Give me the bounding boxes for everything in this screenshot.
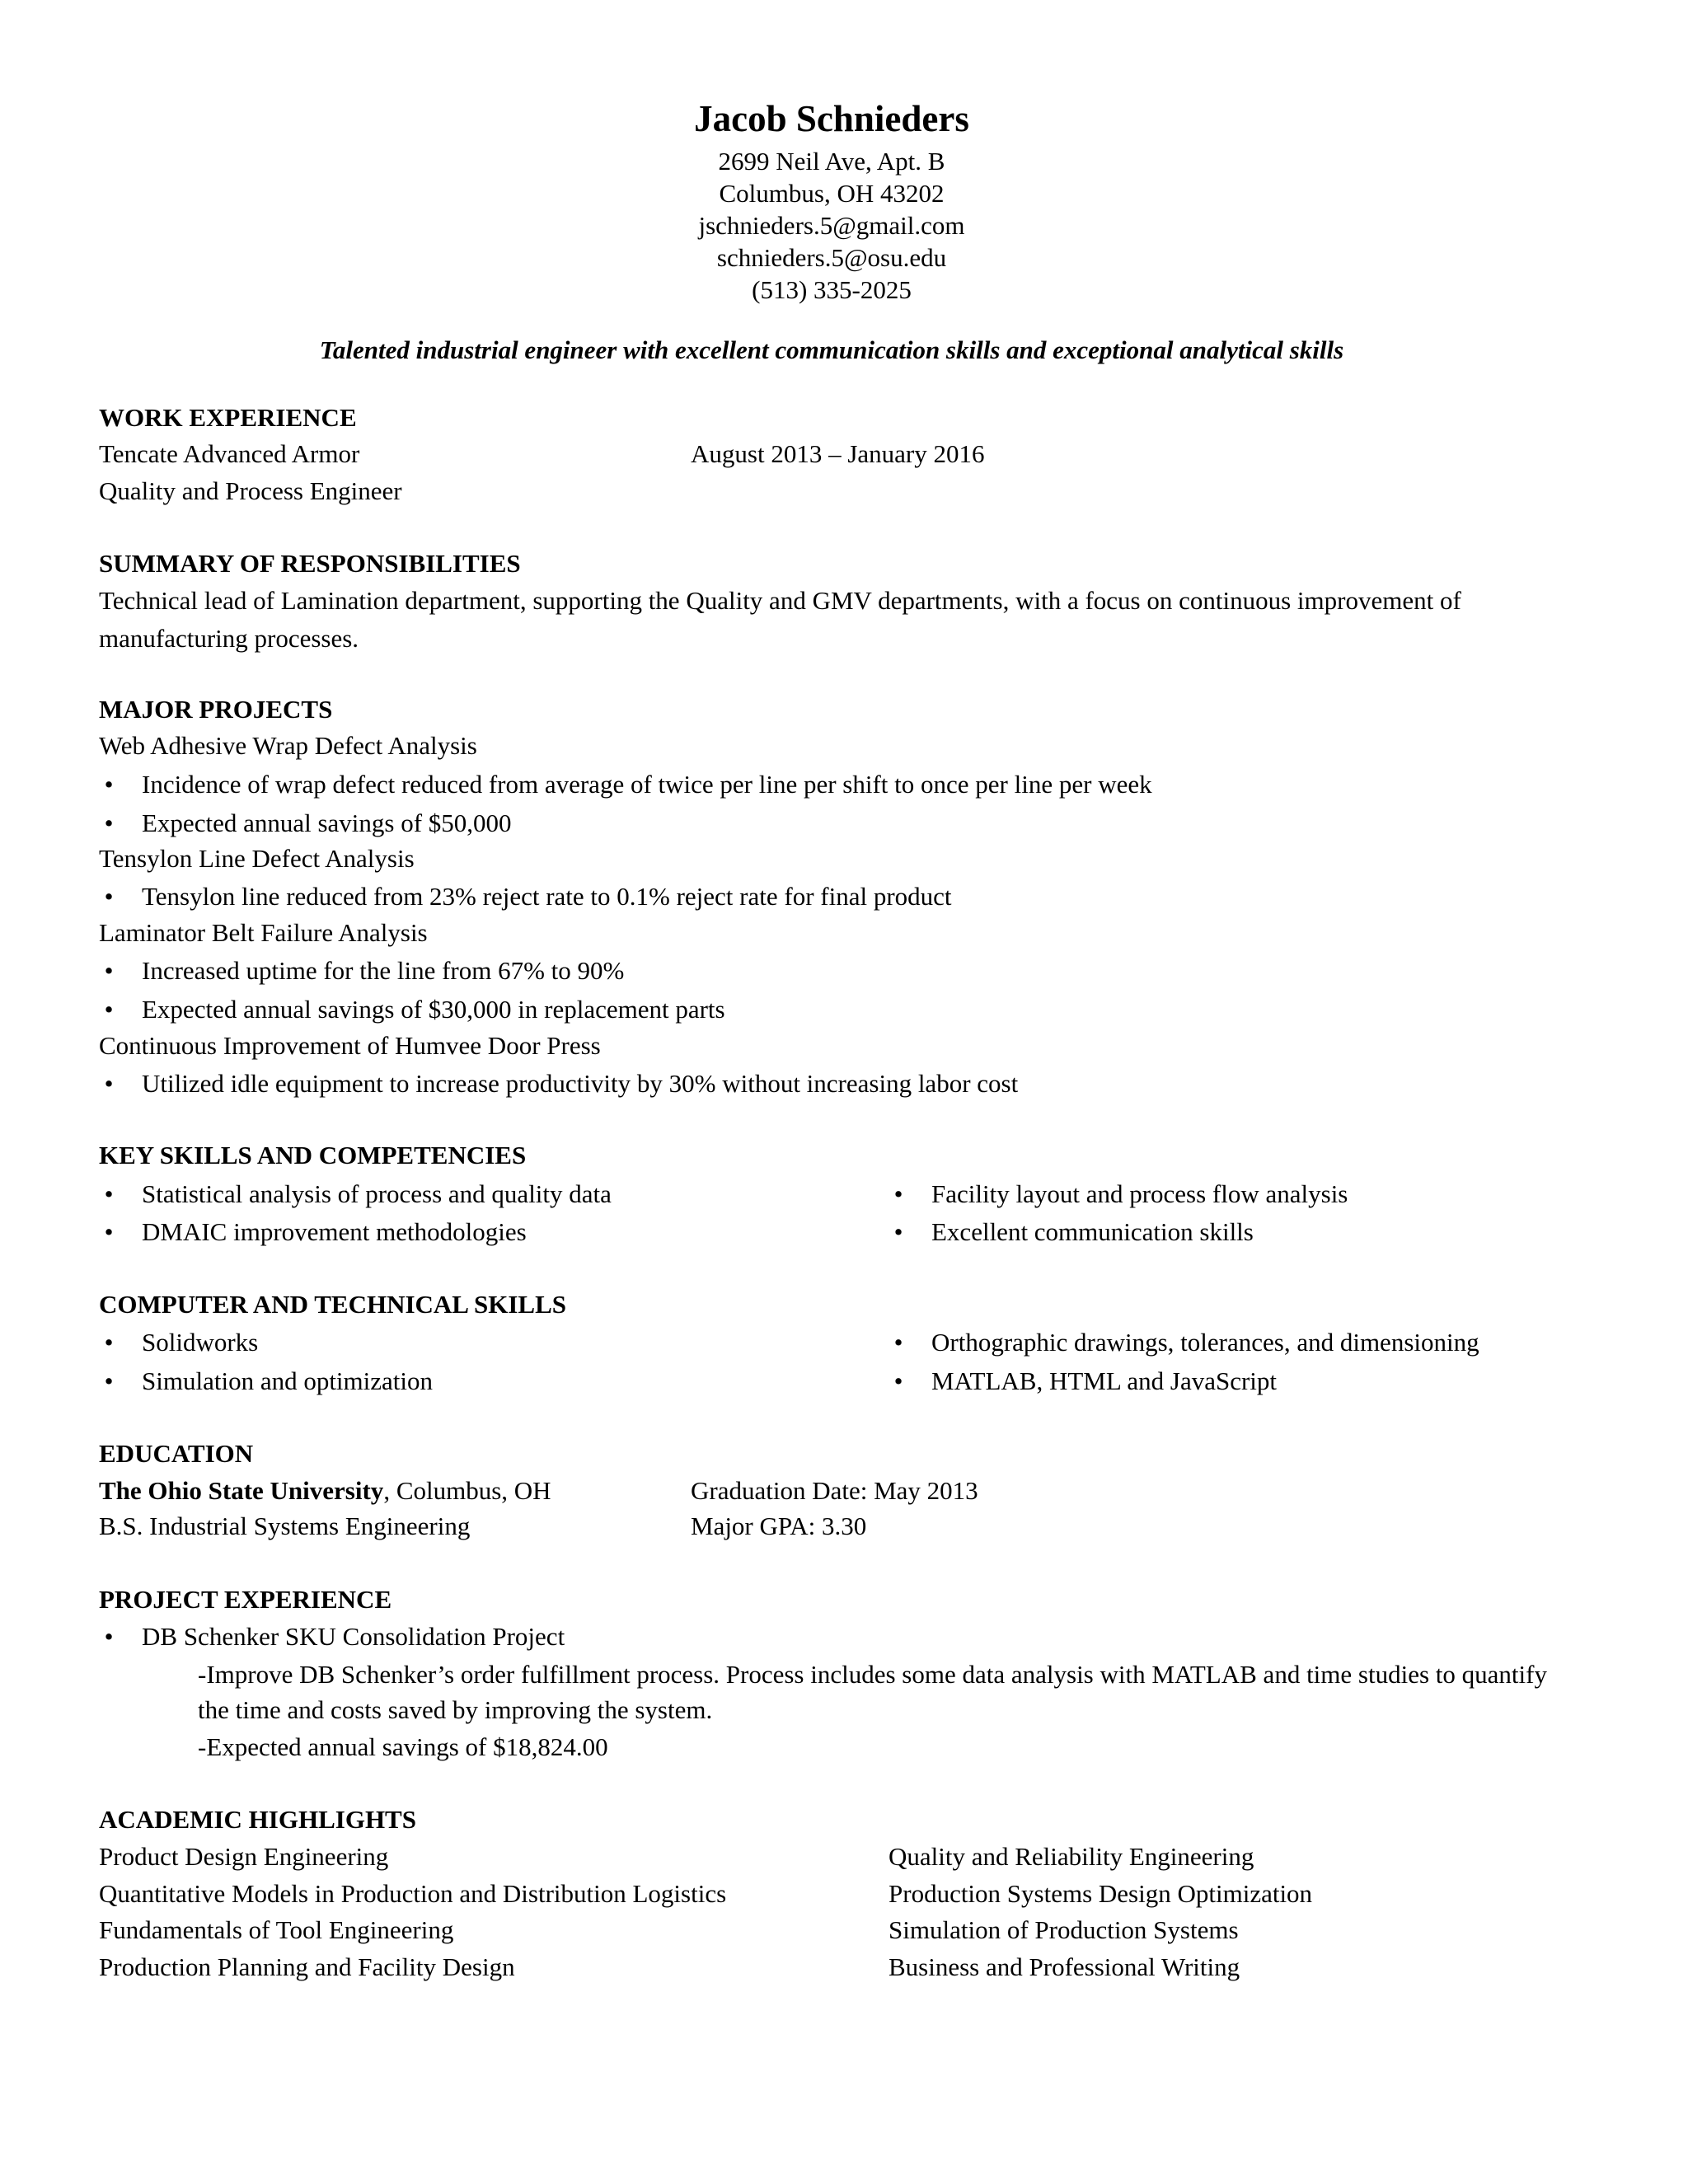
bullet-icon: • (104, 1622, 114, 1651)
project-title: Tensylon Line Defect Analysis (99, 844, 415, 873)
bullet-icon: • (893, 1328, 903, 1357)
bullet-icon: • (104, 770, 114, 799)
bullet-icon: • (104, 1366, 114, 1395)
phone-number: (513) 335-2025 (752, 275, 912, 304)
degree: B.S. Industrial Systems Engineering (99, 1511, 471, 1540)
company-name: Tencate Advanced Armor (99, 439, 360, 468)
education-heading: EDUCATION (99, 1439, 254, 1468)
bullet-icon: • (104, 882, 114, 911)
address-line-1: 2699 Neil Ave, Apt. B (718, 147, 945, 176)
summary-heading: SUMMARY OF RESPONSIBILITIES (99, 549, 521, 578)
major-gpa: Major GPA: 3.30 (691, 1511, 867, 1540)
job-title: Quality and Process Engineer (99, 476, 402, 505)
graduation-date: Graduation Date: May 2013 (691, 1476, 978, 1505)
key-skills-heading: KEY SKILLS AND COMPETENCIES (99, 1141, 527, 1169)
bullet-icon: • (893, 1366, 903, 1395)
major-projects-heading: MAJOR PROJECTS (99, 695, 333, 724)
tech-skills-heading: COMPUTER AND TECHNICAL SKILLS (99, 1290, 567, 1319)
bullet-icon: • (104, 956, 114, 985)
course-item: Production Systems Design Optimization (889, 1879, 1313, 1908)
school-line (99, 1474, 551, 1507)
project-experience-heading: PROJECT EXPERIENCE (99, 1585, 392, 1614)
employment-dates: August 2013 – January 2016 (691, 439, 985, 468)
work-experience-heading: WORK EXPERIENCE (99, 403, 357, 432)
bullet-icon: • (104, 1217, 114, 1246)
course-item: Simulation of Production Systems (889, 1915, 1239, 1944)
applicant-name: Jacob Schnieders (694, 98, 969, 139)
course-item: Production Planning and Facility Design (99, 1952, 515, 1981)
project-title: Continuous Improvement of Humvee Door Press (99, 1031, 601, 1060)
bullet-icon: • (104, 1069, 114, 1098)
project-title: Web Adhesive Wrap Defect Analysis (99, 731, 477, 760)
summary-text: Technical lead of Lamination department, supporting the Quality and GMV departments, with a focus on continuous improvement of manufacturing processes. (99, 586, 1461, 653)
school-location: , Columbus, OH (383, 1476, 551, 1505)
resume-page: Jacob Schnieders 2699 Neil Ave, Apt. B Columbus, OH 43202 jschnieders.5@gmail.com schnieders.5@osu.edu (513) 335-2025 Talented industrial engineer with excellent communication skills and exceptional analytical skills WORK EXPERIENCE Tencate Advanced Armor August 2013 – January 2016 Quality and Process Engineer SUMMARY OF RESPONSIBILITIES Technical lead of Lamination department, supporting the Quality and GMV departments, with a focus on continuous improvement of manufacturing processes. MAJOR PROJECTS Web Adhesive Wrap Defect Analysis • Incidence of wrap defect reduced from average of twice per line per shift to once per line per week • Expected annual savings of $50,000 Tensylon Line Defect Analysis • Tensylon line reduced from 23% reject rate to 0.1% reject rate for final product Laminator Belt Failure Analysis • Increased uptime for the line from 67% to 90% • Expected annual savings of $30,000 in replacement parts Continuous Improvement of Humvee Door Press • Utilized idle equipment to increase productivity by 30% without increasing labor cost KEY SKILLS AND COMPETENCIES • Statistical analysis of process and quality data • DMAIC improvement methodologies • Facility layout and process flow analysis • Excellent communication skills COMPUTER AND TECHNICAL SKILLS • Solidworks • Simulation and optimization • Orthographic drawings, tolerances, and dimensioning • MATLAB, HTML and JavaScript EDUCATION The Ohio State University, Columbus, OH Graduation Date: May 2013 B.S. Industrial Systems Engineering Major GPA: 3.30 PROJECT EXPERIENCE • DB Schenker SKU Consolidation Project -Improve DB Schenker’s order fulfillment process. Process includes some data analysis with MATLAB and time studies to quantify the time and costs saved by improving the system. -Expected annual savings of $18,824.00 ACADEMIC HIGHLIGHTS Product Design Engineering Quantitative Models in Production and Distribution Logistics Fundamentals of Tool Engineering Production Planning and Facility Design Quality and Reliability Engineering Production Systems Design Optimization Simulation of Production Systems Business and Professional Writing (0, 0, 1688, 2184)
course-item: Quality and Reliability Engineering (889, 1842, 1254, 1871)
course-item: Quantitative Models in Production and Distribution Logistics (99, 1879, 727, 1908)
project-title: Laminator Belt Failure Analysis (99, 918, 428, 947)
bullet-icon: • (104, 1328, 114, 1357)
project-savings: -Expected annual savings of $18,824.00 (198, 1732, 608, 1761)
bullet-icon: • (104, 1179, 114, 1208)
tagline: Talented industrial engineer with excellent communication skills and exceptional analytical skills (319, 335, 1344, 364)
email-primary: jschnieders.5@gmail.com (698, 211, 965, 240)
resume-header (0, 92, 1663, 306)
project-description: -Improve DB Schenker’s order fulfillment process. Process includes some data analysis with MATLAB and time studies to quantify the time and costs saved by improving the system. (198, 1660, 1547, 1724)
bullet-icon: • (104, 995, 114, 1024)
course-item: Business and Professional Writing (889, 1952, 1240, 1981)
bullet-icon: • (893, 1179, 903, 1208)
bullet-icon: • (893, 1217, 903, 1246)
course-item: Fundamentals of Tool Engineering (99, 1915, 454, 1944)
address-line-2: Columbus, OH 43202 (719, 179, 945, 208)
school-name: The Ohio State University (99, 1476, 384, 1505)
academic-highlights-heading: ACADEMIC HIGHLIGHTS (99, 1805, 416, 1834)
email-secondary: schnieders.5@osu.edu (716, 243, 947, 272)
course-item: Product Design Engineering (99, 1842, 389, 1871)
bullet-icon: • (104, 808, 114, 837)
